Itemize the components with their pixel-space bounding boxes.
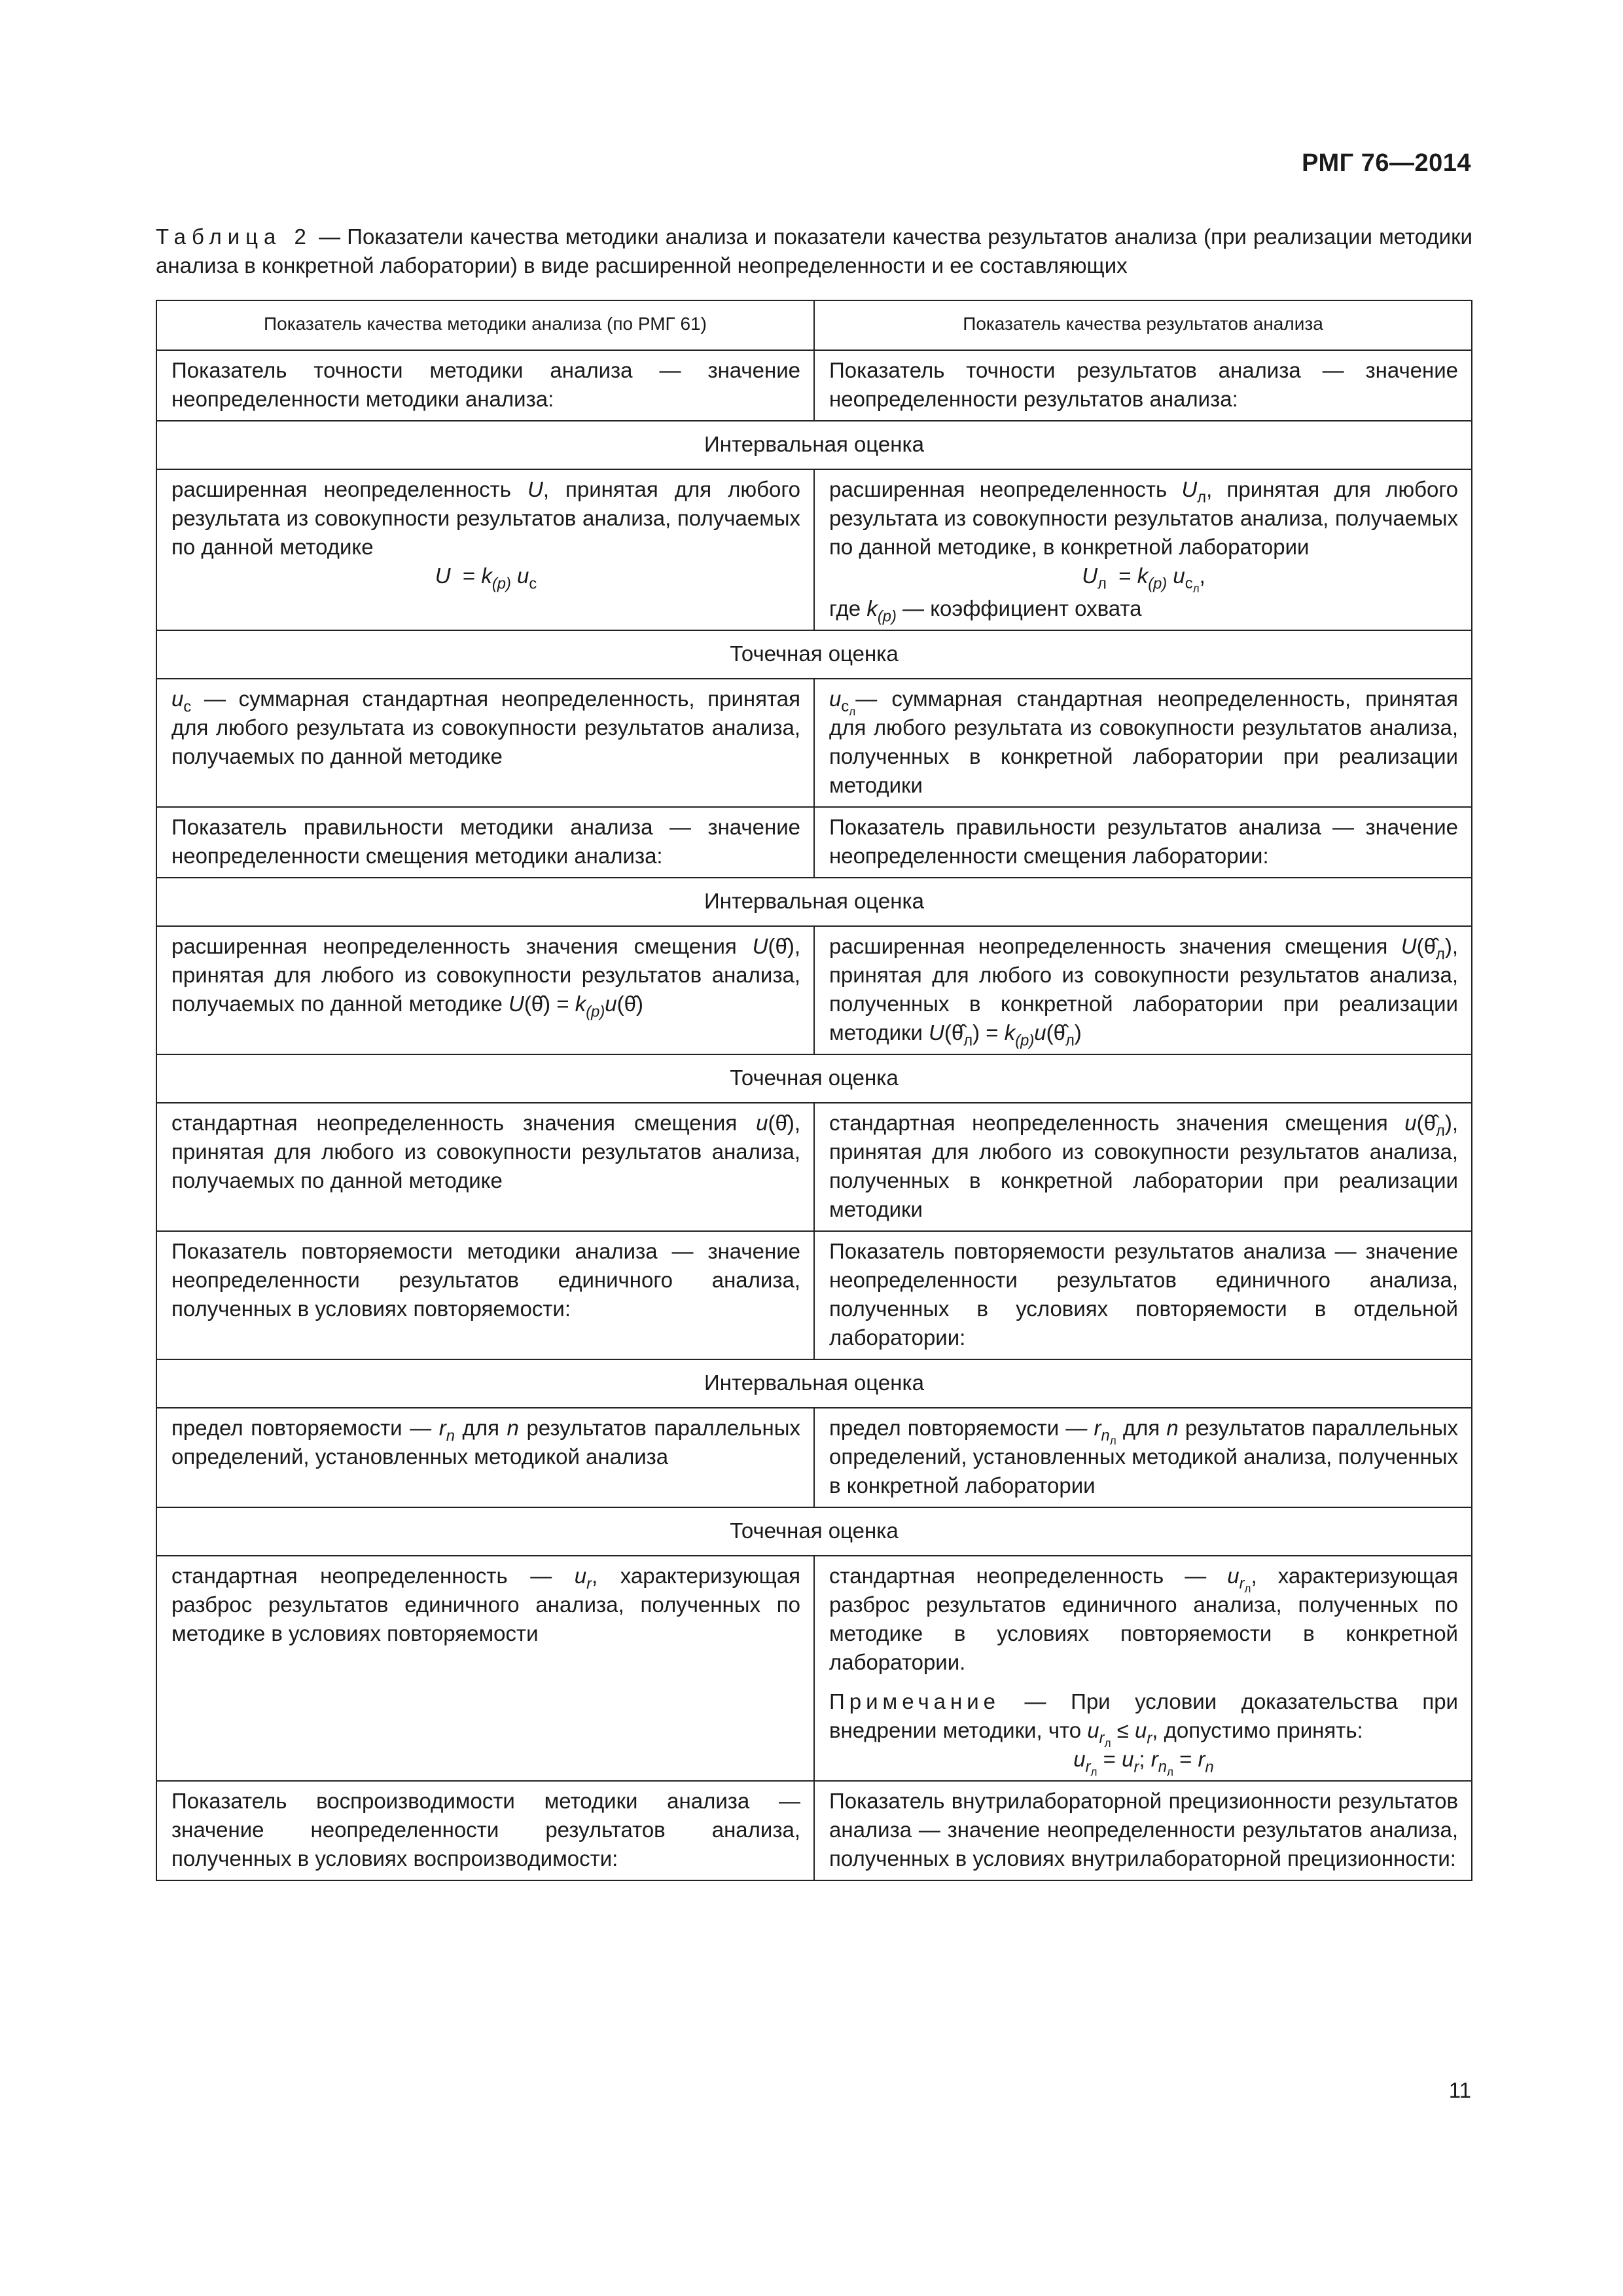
cell-repeatability-sd-lab: стандартная неопределенность — $u_{r_л}$, характеризующая разброс результатов единичного анализа, полученных по методике в условиях повторяемости в конкретной лаборатории. Примечание — При условии доказательства при внедрении методики, что $u_{r_л} \le u_r$, допустимо принять: $u_{r_л} = u_r$; $r_{n_л} = r_n$: [814, 1556, 1472, 1781]
cell-method-accuracy: Показатель точности методики анализа — значение неопределенности методики анализа:: [156, 350, 814, 421]
cell-bias-expanded-method: расширенная неопределенность значения смещения U(θ̂), принятая для любого из совокупности результатов анализа, получаемых по данной методике U(θ̂) = $k_{(p)}u(\thetâ)$: [156, 926, 814, 1054]
section-row: [156, 421, 1472, 469]
cell-intralab-precision: Показатель внутрилабораторной прецизионности результатов анализа — значение неопределенности результатов анализа, полученных в условиях внутрилабораторной прецизионности:: [814, 1781, 1472, 1880]
page-number: 11: [1448, 2078, 1471, 2102]
cell-expanded-uncertainty-method: расширенная неопределенность U, принятая для любого результата из совокупности результатов анализа, получаемых по данной методике $U = k_{(p)}$ $u_с$: [156, 469, 814, 630]
note: Примечание — При условии доказательства при внедрении методики, что $u_{r_л} \le u_r$, допустимо принять:: [829, 1689, 1458, 1750]
table-row: [156, 1781, 1472, 1880]
cell-expanded-uncertainty-lab: расширенная неопределенность $U_л$, принятая для любого результата из совокупности результатов анализа, получаемых по данной методике, в конкретной лаборатории $U_л = k_{(p)}$ $u_{с_л}$, где $k_{(p)}$ — коэффициент охвата: [814, 469, 1472, 630]
section-point-estimate: Точечная оценка: [156, 630, 1472, 679]
formula-U: $U = k_{(p)}$ $u_с$: [435, 564, 537, 593]
section-interval-estimate: Интервальная оценка: [156, 1359, 1472, 1408]
cell-method-repeatability: Показатель повторяемости методики анализа — значение неопределенности результатов единичного анализа, полученных в условиях повторяемости:: [156, 1231, 814, 1359]
table-row: [156, 1103, 1472, 1231]
table-row: [156, 1556, 1472, 1781]
quality-indicators-table: [156, 300, 1472, 1881]
cell-bias-standard-method: стандартная неопределенность значения смещения u(θ̂), принятая для любого из совокупности результатов анализа, получаемых по данной методике: [156, 1103, 814, 1231]
header-method-indicator: Показатель качества методики анализа (по РМГ 61): [156, 300, 814, 350]
cell-result-trueness: Показатель правильности результатов анализа — значение неопределенности смещения лаборатории:: [814, 807, 1472, 878]
cell-method-trueness: Показатель правильности методики анализа — значение неопределенности смещения методики анализа:: [156, 807, 814, 878]
cell-repeatability-limit-method: предел повторяемости — $r_n$ для n результатов параллельных определений, установленных методикой анализа: [156, 1408, 814, 1507]
cell-repeatability-sd-method: стандартная неопределенность — $u_r$, характеризующая разброс результатов единичного анализа, полученных по методике в условиях повторяемости: [156, 1556, 814, 1781]
section-row: [156, 1507, 1472, 1556]
section-interval-estimate: Интервальная оценка: [156, 878, 1472, 926]
section-row: [156, 1054, 1472, 1103]
cell-combined-uncertainty-method: $u_с$ — суммарная стандартная неопределенность, принятая для любого результата из совокупности результатов анализа, получаемых по данной методике: [156, 679, 814, 807]
table-caption: [156, 223, 1472, 280]
section-point-estimate: Точечная оценка: [156, 1507, 1472, 1556]
table-header-row: [156, 300, 1472, 350]
header-result-indicator: Показатель качества результатов анализа: [814, 300, 1472, 350]
table-row: [156, 679, 1472, 807]
table-row: [156, 1231, 1472, 1359]
cell-bias-standard-lab: стандартная неопределенность значения смещения $u(\thetâ_л)$, принятая для любого из совокупности результатов анализа, полученных в конкретной лаборатории при реализации методики: [814, 1103, 1472, 1231]
cell-repeatability-limit-lab: предел повторяемости — $r_{n_л}$ для n результатов параллельных определений, установленных методикой анализа, полученных в конкретной лаборатории: [814, 1408, 1472, 1507]
section-row: [156, 1359, 1472, 1408]
section-row: [156, 630, 1472, 679]
cell-bias-expanded-lab: расширенная неопределенность значения смещения $U(\thetâ_л)$, принятая для любого из совокупности результатов анализа, полученных в конкретной лаборатории при реализации методики $U(\thetâ_л)$ = $k_{(p)}u(\thetâ_л)$: [814, 926, 1472, 1054]
table-row: [156, 926, 1472, 1054]
cell-result-accuracy: Показатель точности результатов анализа — значение неопределенности результатов анализа:: [814, 350, 1472, 421]
cell-result-repeatability: Показатель повторяемости результатов анализа — значение неопределенности результатов единичного анализа, полученных в условиях повторяемости в отдельной лаборатории:: [814, 1231, 1472, 1359]
caption-text: — Показатели качества методики анализа и показатели качества результатов анализа (при реализации методики анализа в конкретной лаборатории) в виде расширенной неопределенности и ее составляющих: [156, 224, 1472, 278]
document-code: РМГ 76—2014: [1302, 149, 1471, 177]
table-row: [156, 350, 1472, 421]
table-row: [156, 1408, 1472, 1507]
table-row: [156, 807, 1472, 878]
caption-label: Таблица 2: [156, 224, 312, 249]
section-point-estimate: Точечная оценка: [156, 1054, 1472, 1103]
section-interval-estimate: Интервальная оценка: [156, 421, 1472, 469]
cell-method-reproducibility: Показатель воспроизводимости методики анализа — значение неопределенности результатов анализа, полученных в условиях воспроизводимости:: [156, 1781, 814, 1880]
cell-combined-uncertainty-lab: $u_{с_л}—$ суммарная стандартная неопределенность, принятая для любого результата из совокупности результатов анализа, полученных в конкретной лаборатории при реализации методики: [814, 679, 1472, 807]
formula-U-lab: $U_л = k_{(p)}$ $u_{с_л}$,: [1082, 564, 1205, 596]
table-row: [156, 469, 1472, 630]
section-row: [156, 878, 1472, 926]
formula-repeatability-equality: $u_{r_л} = u_r$; $r_{n_л} = r_n$: [1073, 1747, 1214, 1779]
